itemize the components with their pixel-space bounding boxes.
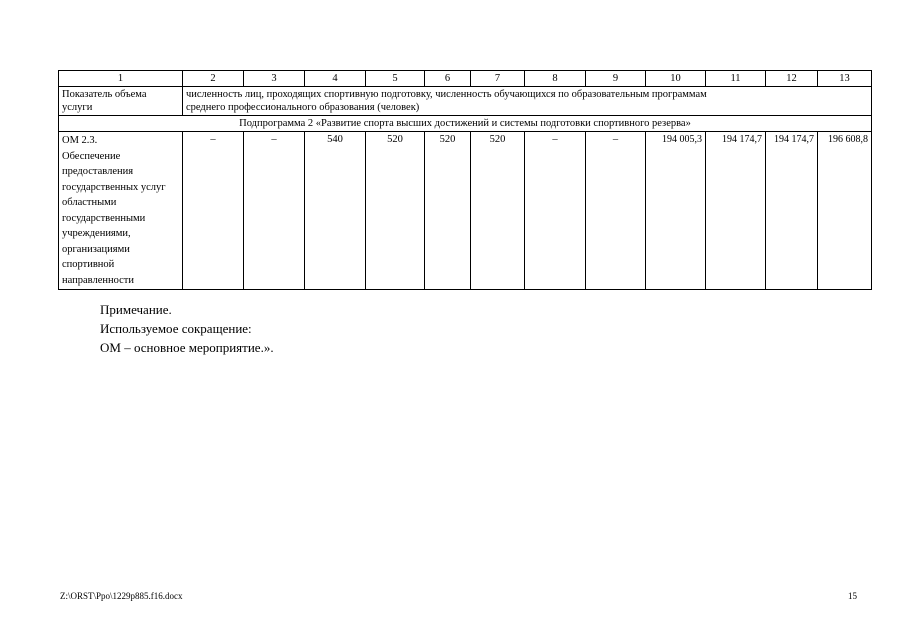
table-cell: 520 xyxy=(425,132,471,290)
column-number: 5 xyxy=(366,71,425,87)
table-cell: 520 xyxy=(366,132,425,290)
indicator-text-line2: среднего профессионального образования (человек) xyxy=(186,102,420,113)
subprogram-title: Подпрограмма 2 «Развитие спорта высших достижений и системы подготовки спортивного резерва» xyxy=(59,116,872,132)
table-cell: 194 005,3 xyxy=(646,132,706,290)
table-cell: 196 608,8 xyxy=(818,132,872,290)
column-number-row xyxy=(59,71,872,87)
notes-block xyxy=(100,300,274,357)
column-number: 9 xyxy=(586,71,646,87)
indicator-row xyxy=(59,87,872,116)
table-row xyxy=(59,132,872,290)
column-number: 4 xyxy=(305,71,366,87)
table-cell: – xyxy=(183,132,244,290)
note-heading: Примечание. xyxy=(100,302,172,317)
note-abbreviation-title: Используемое сокращение: xyxy=(100,321,252,336)
column-number: 7 xyxy=(471,71,525,87)
row-label: ОМ 2.3. Обеспечение предоставления государственных услуг областными государственными учреждениями, организациями спортивной направленности xyxy=(59,132,183,290)
data-table xyxy=(58,70,872,290)
column-number: 2 xyxy=(183,71,244,87)
table-cell: 540 xyxy=(305,132,366,290)
table-cell: 194 174,7 xyxy=(766,132,818,290)
column-number: 11 xyxy=(706,71,766,87)
page-number: 15 xyxy=(848,591,857,601)
column-number: 8 xyxy=(525,71,586,87)
table-cell: – xyxy=(525,132,586,290)
column-number: 1 xyxy=(59,71,183,87)
subprogram-row xyxy=(59,116,872,132)
note-abbreviation: ОМ – основное мероприятие.». xyxy=(100,340,274,355)
table-cell: – xyxy=(244,132,305,290)
indicator-label: Показатель объема услуги xyxy=(59,87,183,116)
column-number: 12 xyxy=(766,71,818,87)
column-number: 6 xyxy=(425,71,471,87)
column-number: 10 xyxy=(646,71,706,87)
table-cell: 520 xyxy=(471,132,525,290)
table-cell: 194 174,7 xyxy=(706,132,766,290)
table-cell: – xyxy=(586,132,646,290)
indicator-text-line1: численность лиц, проходящих спортивную подготовку, численность обучающихся по образовательным программам xyxy=(186,89,707,100)
column-number: 13 xyxy=(818,71,872,87)
column-number: 3 xyxy=(244,71,305,87)
footer-file-path: Z:\ORST\Ppo\1229p885.f16.docx xyxy=(60,591,183,601)
indicator-description xyxy=(183,87,872,116)
